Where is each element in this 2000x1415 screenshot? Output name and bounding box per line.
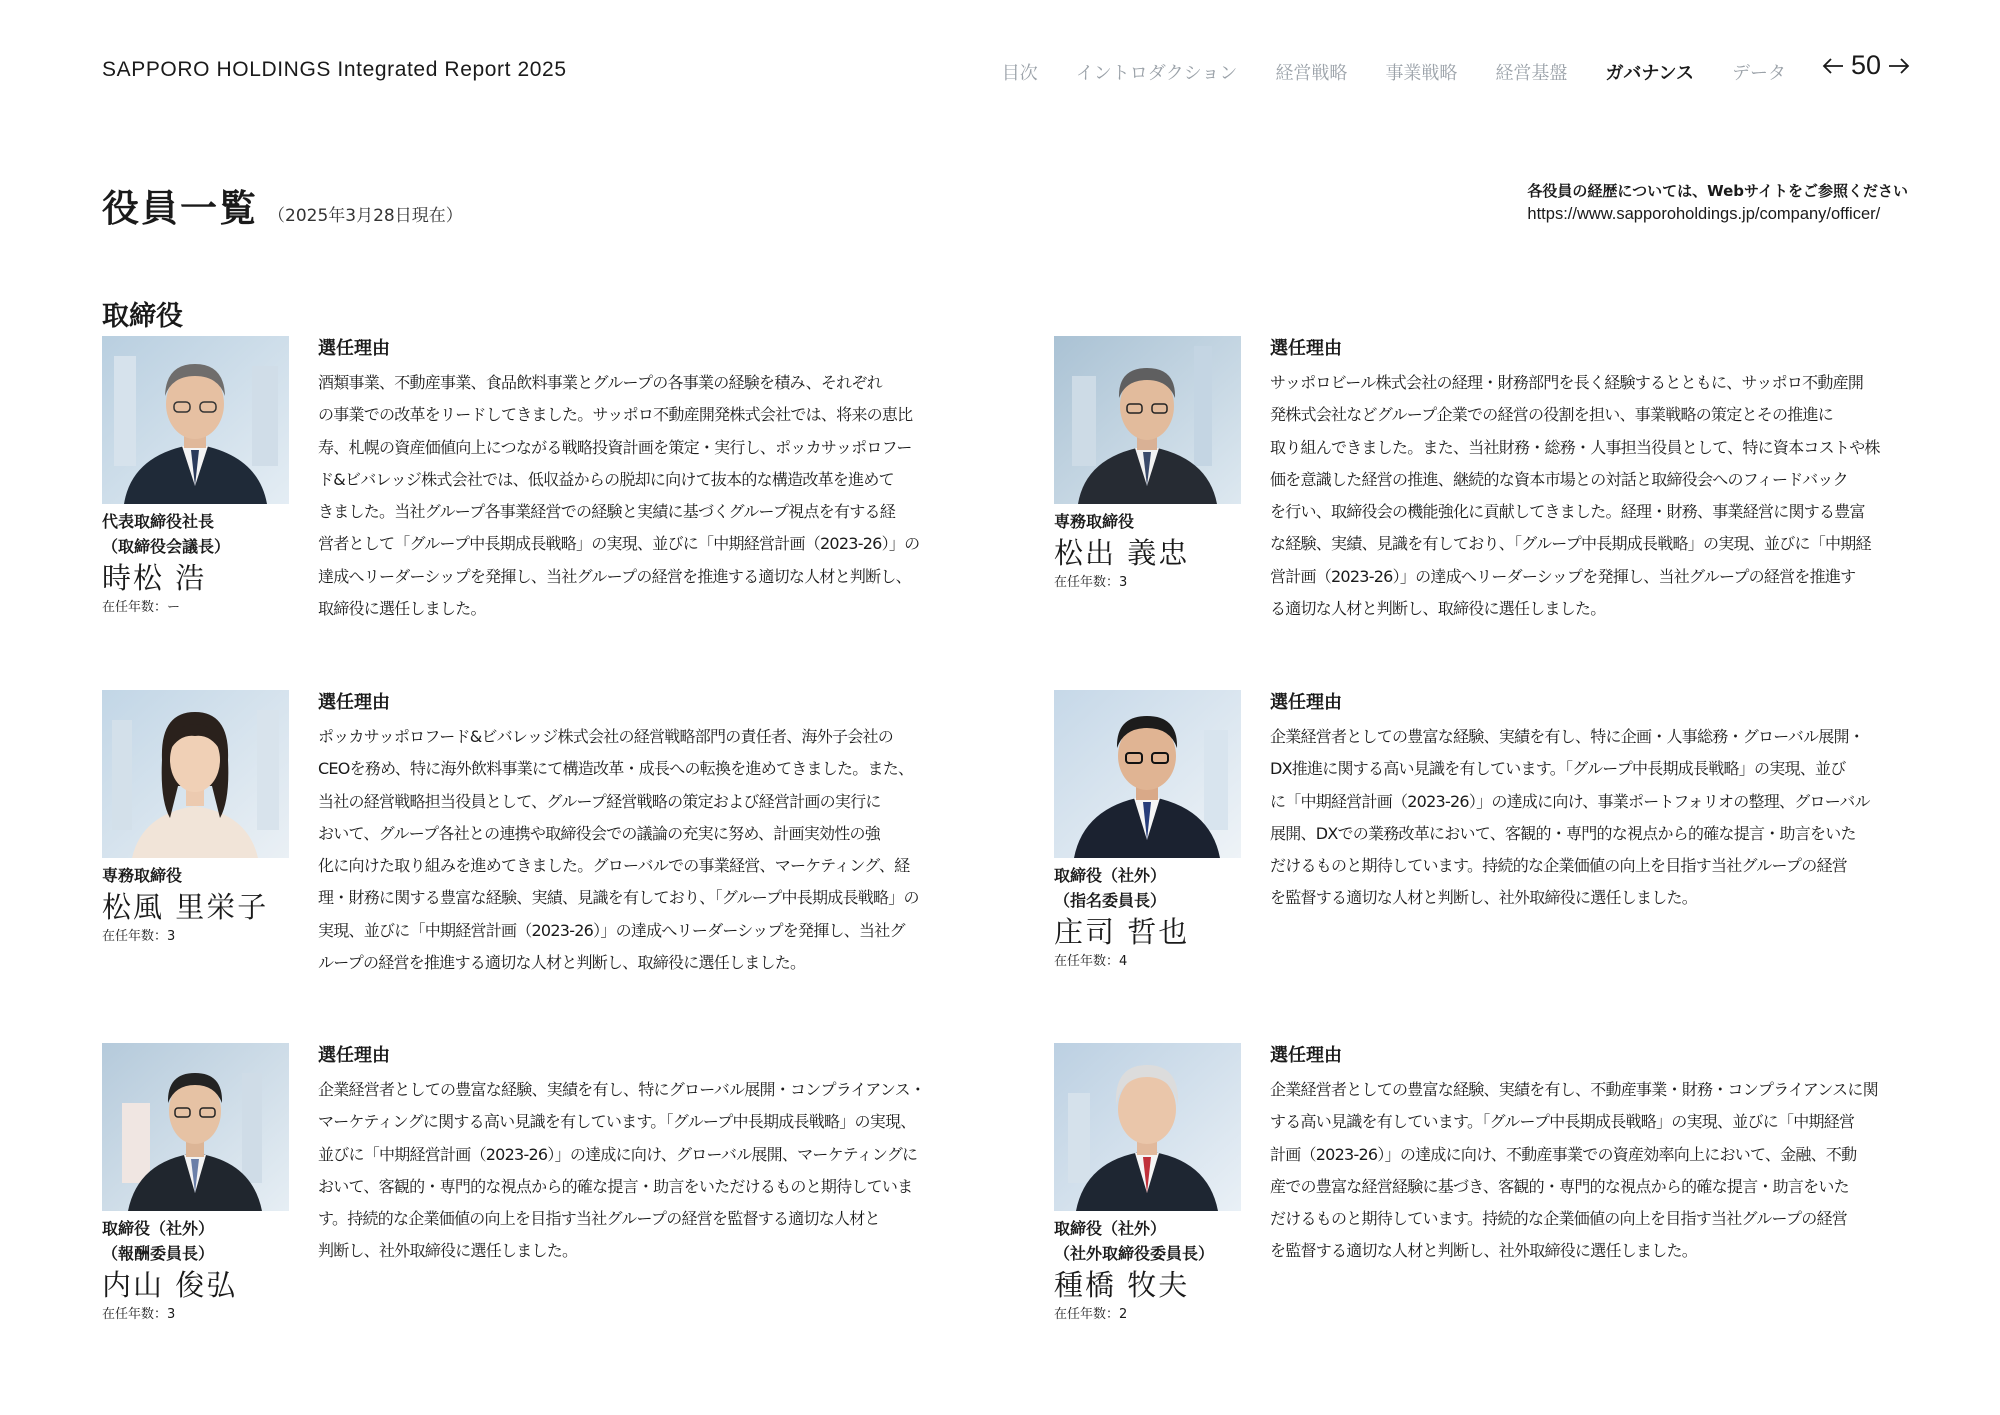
selection-reason-label: 選任理由 <box>318 338 390 359</box>
director-card <box>1054 1043 1914 1363</box>
selection-reason <box>318 1043 968 1268</box>
nav-item-business-strategy[interactable]: 事業戦略 <box>1385 63 1458 84</box>
selection-reason-label: 選任理由 <box>1270 1045 1342 1066</box>
director-role <box>1054 863 1269 972</box>
selection-reason-text: 企業経営者としての豊富な経験、実績を有し、特にグローバル展開・コンプライアンス・ マーケティングに関する高い見識を有しています。「グループ中長期成長戦略」の実現、 並びに「中期経営計画（2023-26）」の達成に向け、グローバル展開、マーケティングに おいて、客観的・専門的な視点から的確な提言・助言をいただけるものと期待していま す。持続的な企業価値の向上を目指す当社グループの経営を監督する適切な人材と 判断し、社外取締役に選任しました。 <box>318 1080 926 1261</box>
director-tenure: 在任年数：3 <box>1054 575 1128 590</box>
director-name: 種橋 牧夫 <box>1054 1268 1190 1302</box>
selection-reason-text: 酒類事業、不動産事業、食品飲料事業とグループの各事業の経験を積み、それぞれ の事業での改革をリードしてきました。サッポロ不動産開発株式会社では、将来の恵比 寿、札幌の資産価値向上につながる戦略投資計画を策定・実行し、ポッカサッポロフー ド&ビバレッジ株式会社では、低収益からの脱却に向けて抜本的な構造改革を進めて きました。当社グループ各事業経営での経験と実績に基づくグループ視点を有する経 営者として「グループ中長期成長戦略」の実現、並びに「中期経営計画（2023-26）」の 達成へリーダーシップを発揮し、当社グループの経営を推進する適切な人材と判断し、 取締役に選任しました。 <box>318 373 920 619</box>
selection-reason-label: 選任理由 <box>318 692 390 713</box>
director-card <box>1054 336 1914 656</box>
director-name: 庄司 哲也 <box>1054 915 1190 949</box>
selection-reason-text: サッポロビール株式会社の経理・財務部門を長く経験するとともに、サッポロ不動産開 発株式会社などグループ企業での経営の役割を担い、事業戦略の策定とその推進に 取り組んできました。また、当社財務・総務・人事担当役員として、特に資本コストや株 価を意識した経営の推進、継続的な資本市場との対話と取締役会へのフィードバック を行い、取締役会の機能強化に貢献してきました。経理・財務、事業経営に関する豊富 な経験、実績、見識を有しており、「グループ中長期成長戦略」の実現、並びに「中期経 営計画（2023-26）」の達成へリーダーシップを発揮し、当社グループの経営を推進す る適切な人材と判断し、取締役に選任しました。 <box>1270 373 1880 619</box>
director-photo <box>102 1043 289 1211</box>
nav-item-introduction[interactable]: イントロダクション <box>1075 63 1238 84</box>
director-tenure: 在任年数：ー <box>102 600 181 615</box>
selection-reason <box>318 336 968 625</box>
selection-reason-text: ポッカサッポロフード&ビバレッジ株式会社の経営戦略部門の責任者、海外子会社の CEOを務め、特に海外飲料事業にて構造改革・成長への転換を進めてきました。また、 当社の経営戦略担当役員として、グループ経営戦略の策定および経営計画の実行に おいて、グループ各社との連携や取締役会での議論の充実に努め、計画実効性の強 化に向けた取り組みを進めてきました。グローバルでの事業経営、マーケティング、経 理・財務に関する豊富な経験、実績、見識を有しており、「グループ中長期成長戦略」の 実現、並びに「中期経営計画（2023-26）」の達成へリーダーシップを発揮し、当社グ ループの経営を推進する適切な人材と判断し、取締役に選任しました。 <box>318 727 919 973</box>
selection-reason-label: 選任理由 <box>318 1045 390 1066</box>
director-role <box>102 1216 317 1325</box>
main-nav <box>1002 59 1786 85</box>
director-name: 松出 義忠 <box>1054 536 1190 570</box>
director-role <box>102 863 317 947</box>
web-reference-link[interactable]: https://www.sapporoholdings.jp/company/officer/ <box>1527 205 1881 223</box>
selection-reason <box>318 690 968 979</box>
page-title-text: 役員一覧 <box>102 187 258 230</box>
director-photo <box>1054 1043 1241 1211</box>
director-role <box>102 509 317 618</box>
selection-reason <box>1270 336 1920 625</box>
director-name: 内山 俊弘 <box>102 1268 238 1302</box>
page-title <box>102 178 463 232</box>
page-pager <box>1820 50 1912 81</box>
director-tenure: 在任年数：3 <box>102 1307 176 1322</box>
director-name: 松風 里栄子 <box>102 890 269 924</box>
director-photo <box>1054 690 1241 858</box>
director-title: 専務取締役 <box>1054 512 1135 531</box>
director-title: 取締役（社外） <box>102 1219 215 1238</box>
selection-reason-text: 企業経営者としての豊富な経験、実績を有し、不動産事業・財務・コンプライアンスに関 する高い見識を有しています。「グループ中長期成長戦略」の実現、並びに「中期経営 計画（2023-26）」の達成に向け、不動産事業での資産効率向上において、金融、不動 産での豊富な経営経験に基づき、客観的・専門的な視点から的確な提言・助言をいた だけるものと期待しています。持続的な企業価値の向上を目指す当社グループの経営 を監督する適切な人材と判断し、社外取締役に選任しました。 <box>1270 1080 1878 1261</box>
director-card <box>102 690 962 1010</box>
director-tenure: 在任年数：3 <box>102 929 176 944</box>
nav-item-data[interactable]: データ <box>1732 63 1786 84</box>
director-name: 時松 浩 <box>102 561 207 595</box>
selection-reason-label: 選任理由 <box>1270 338 1342 359</box>
director-tenure: 在任年数：4 <box>1054 954 1128 969</box>
director-card <box>102 336 962 656</box>
director-photo <box>102 690 289 858</box>
section-title: 取締役 <box>102 301 183 332</box>
page-title-date: （2025年3月28日現在） <box>268 206 463 226</box>
director-title: 代表取締役社長 <box>102 512 215 531</box>
selection-reason-label: 選任理由 <box>1270 692 1342 713</box>
director-role <box>1054 509 1269 593</box>
report-title: SAPPORO HOLDINGS Integrated Report 2025 <box>102 58 567 81</box>
nav-item-contents[interactable]: 目次 <box>1001 63 1038 84</box>
director-committee: （取締役会議長） <box>102 537 231 556</box>
director-committee: （指名委員長） <box>1054 891 1167 910</box>
director-photo <box>102 336 289 504</box>
director-card <box>1054 690 1914 1010</box>
page-number: 50 <box>1850 50 1881 80</box>
director-title: 取締役（社外） <box>1054 1219 1167 1238</box>
selection-reason <box>1270 690 1920 915</box>
nav-item-governance[interactable]: ガバナンス <box>1605 63 1694 84</box>
arrow-right-icon[interactable] <box>1886 53 1912 79</box>
director-card <box>102 1043 962 1363</box>
selection-reason <box>1270 1043 1920 1268</box>
director-title: 取締役（社外） <box>1054 866 1167 885</box>
web-reference <box>1527 180 1908 224</box>
director-role <box>1054 1216 1269 1325</box>
nav-item-management-strategy[interactable]: 経営戦略 <box>1275 63 1348 84</box>
director-committee: （社外取締役委員長） <box>1054 1244 1215 1263</box>
arrow-left-icon[interactable] <box>1820 53 1846 79</box>
director-tenure: 在任年数：2 <box>1054 1307 1128 1322</box>
selection-reason-text: 企業経営者としての豊富な経験、実績を有し、特に企画・人事総務・グローバル展開・ DX推進に関する高い見識を有しています。「グループ中長期成長戦略」の実現、並び に「中期経営計画（2023-26）」の達成に向け、事業ポートフォリオの整理、グローバル 展開、DXでの業務改革において、客観的・専門的な視点から的確な提言・助言をいた だけるものと期待しています。持続的な企業価値の向上を目指す当社グループの経営 を監督する適切な人材と判断し、社外取締役に選任しました。 <box>1270 727 1870 908</box>
director-title: 専務取締役 <box>102 866 183 885</box>
director-committee: （報酬委員長） <box>102 1244 215 1263</box>
web-reference-note: 各役員の経歴については、Webサイトをご参照ください <box>1527 182 1908 200</box>
nav-item-management-foundation[interactable]: 経営基盤 <box>1495 63 1568 84</box>
director-photo <box>1054 336 1241 504</box>
